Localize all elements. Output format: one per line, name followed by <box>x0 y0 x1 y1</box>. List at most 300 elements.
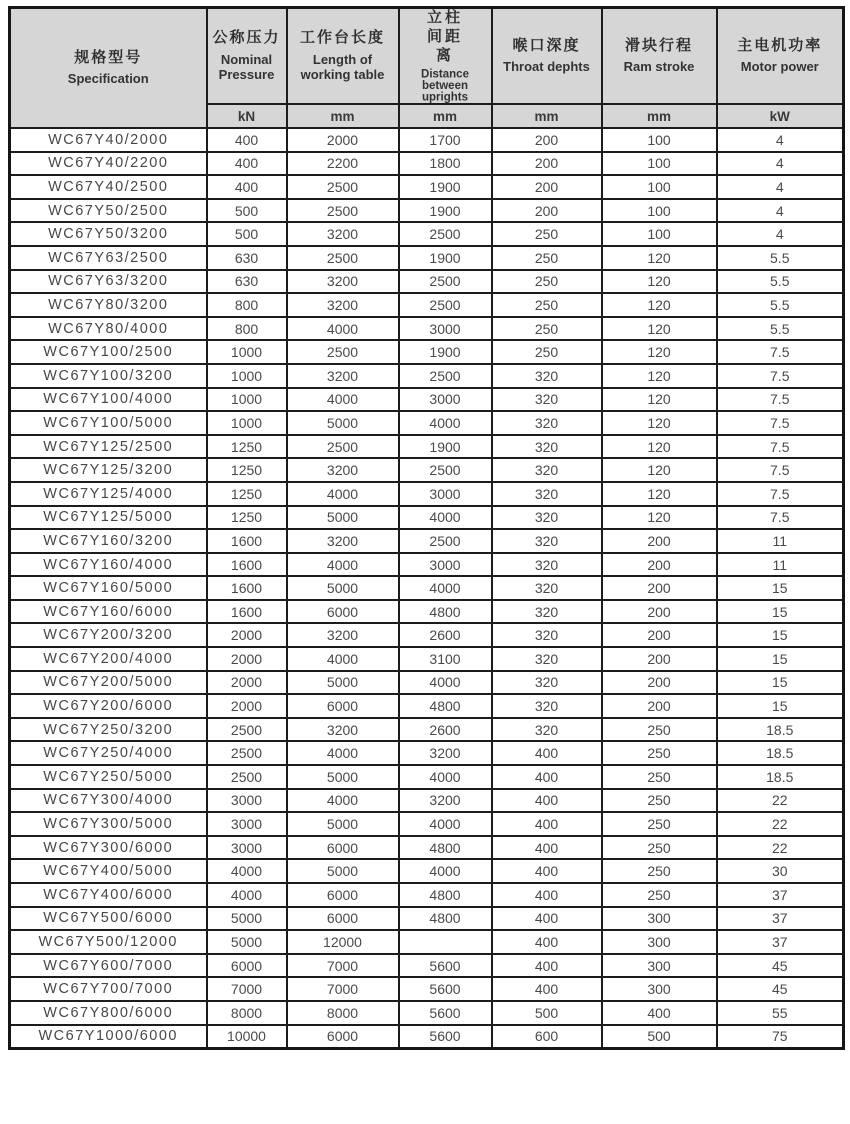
value-cell: 2000 <box>207 694 287 718</box>
value-cell: 120 <box>602 411 717 435</box>
value-cell: 8000 <box>287 1001 399 1025</box>
value-cell: 3200 <box>287 529 399 553</box>
value-cell: 1800 <box>399 152 492 176</box>
value-cell: 7.5 <box>717 364 844 388</box>
table-row <box>10 741 844 765</box>
value-cell: 200 <box>602 529 717 553</box>
value-cell: 250 <box>602 836 717 860</box>
spec-model-cell: WC67Y400/6000 <box>10 883 207 907</box>
spec-model-cell: WC67Y125/2500 <box>10 435 207 459</box>
value-cell: 2500 <box>287 340 399 364</box>
spec-model-cell: WC67Y125/3200 <box>10 458 207 482</box>
value-cell: 2500 <box>287 435 399 459</box>
value-cell: 4000 <box>287 553 399 577</box>
unit-table-length: mm <box>287 104 399 128</box>
value-cell: 15 <box>717 623 844 647</box>
value-cell: 6000 <box>287 694 399 718</box>
value-cell: 18.5 <box>717 718 844 742</box>
value-cell: 4000 <box>399 812 492 836</box>
spec-model-cell: WC67Y50/3200 <box>10 222 207 246</box>
value-cell: 400 <box>492 859 602 883</box>
value-cell: 4800 <box>399 883 492 907</box>
value-cell: 250 <box>602 883 717 907</box>
spec-model-cell: WC67Y100/2500 <box>10 340 207 364</box>
table-row <box>10 246 844 270</box>
spec-model-cell: WC67Y80/3200 <box>10 293 207 317</box>
value-cell: 250 <box>602 765 717 789</box>
table-row <box>10 340 844 364</box>
value-cell: 4 <box>717 128 844 152</box>
value-cell: 320 <box>492 435 602 459</box>
header-uprights-distance <box>399 8 492 105</box>
value-cell: 200 <box>602 623 717 647</box>
value-cell: 300 <box>602 907 717 931</box>
header-specification <box>10 8 207 129</box>
value-cell: 200 <box>492 128 602 152</box>
value-cell: 11 <box>717 529 844 553</box>
value-cell: 2500 <box>207 741 287 765</box>
unit-uprights-distance: mm <box>399 104 492 128</box>
value-cell: 400 <box>492 907 602 931</box>
spec-model-cell: WC67Y40/2000 <box>10 128 207 152</box>
header-motor-power <box>717 8 844 105</box>
table-row <box>10 529 844 553</box>
value-cell: 200 <box>492 152 602 176</box>
value-cell: 320 <box>492 364 602 388</box>
spec-model-cell: WC67Y700/7000 <box>10 977 207 1001</box>
table-row <box>10 128 844 152</box>
value-cell: 320 <box>492 623 602 647</box>
value-cell: 320 <box>492 671 602 695</box>
value-cell: 1250 <box>207 435 287 459</box>
table-row <box>10 1025 844 1049</box>
value-cell: 200 <box>602 647 717 671</box>
value-cell: 320 <box>492 553 602 577</box>
value-cell: 5000 <box>287 411 399 435</box>
header-title-row <box>10 8 844 105</box>
value-cell: 5.5 <box>717 317 844 341</box>
spec-model-cell: WC67Y160/3200 <box>10 529 207 553</box>
value-cell: 10000 <box>207 1025 287 1049</box>
value-cell: 320 <box>492 529 602 553</box>
value-cell: 250 <box>492 246 602 270</box>
value-cell: 2200 <box>287 152 399 176</box>
value-cell: 7000 <box>287 977 399 1001</box>
value-cell: 1600 <box>207 576 287 600</box>
spec-model-cell: WC67Y63/3200 <box>10 270 207 294</box>
spec-model-cell: WC67Y300/5000 <box>10 812 207 836</box>
value-cell: 1700 <box>399 128 492 152</box>
value-cell <box>399 930 492 954</box>
value-cell: 15 <box>717 671 844 695</box>
table-row <box>10 623 844 647</box>
spec-model-cell: WC67Y600/7000 <box>10 954 207 978</box>
value-cell: 22 <box>717 812 844 836</box>
value-cell: 7.5 <box>717 411 844 435</box>
value-cell: 75 <box>717 1025 844 1049</box>
header-ram-stroke-en: Ram stroke <box>623 59 695 75</box>
spec-model-cell: WC67Y250/4000 <box>10 741 207 765</box>
table-row <box>10 293 844 317</box>
header-uprights-distance-en: Distance between uprights <box>421 68 469 104</box>
value-cell: 1900 <box>399 246 492 270</box>
table-row <box>10 812 844 836</box>
value-cell: 2500 <box>287 175 399 199</box>
header-specification-en: Specification <box>67 71 149 87</box>
value-cell: 400 <box>602 1001 717 1025</box>
value-cell: 2000 <box>207 671 287 695</box>
value-cell: 4000 <box>287 789 399 813</box>
spec-model-cell: WC67Y160/6000 <box>10 600 207 624</box>
value-cell: 320 <box>492 388 602 412</box>
spec-model-cell: WC67Y100/5000 <box>10 411 207 435</box>
value-cell: 1600 <box>207 553 287 577</box>
value-cell: 320 <box>492 482 602 506</box>
value-cell: 2500 <box>399 293 492 317</box>
value-cell: 200 <box>602 600 717 624</box>
value-cell: 3200 <box>287 222 399 246</box>
spec-model-cell: WC67Y200/5000 <box>10 671 207 695</box>
value-cell: 5000 <box>287 812 399 836</box>
value-cell: 4800 <box>399 600 492 624</box>
value-cell: 4000 <box>287 647 399 671</box>
header-table-length <box>287 8 399 105</box>
value-cell: 5000 <box>287 859 399 883</box>
value-cell: 55 <box>717 1001 844 1025</box>
spec-model-cell: WC67Y125/5000 <box>10 506 207 530</box>
value-cell: 320 <box>492 458 602 482</box>
value-cell: 6000 <box>287 600 399 624</box>
value-cell: 3200 <box>399 741 492 765</box>
value-cell: 3000 <box>207 812 287 836</box>
value-cell: 5.5 <box>717 246 844 270</box>
value-cell: 300 <box>602 930 717 954</box>
value-cell: 2500 <box>399 529 492 553</box>
spec-model-cell: WC67Y200/3200 <box>10 623 207 647</box>
value-cell: 400 <box>492 741 602 765</box>
value-cell: 1250 <box>207 482 287 506</box>
value-cell: 250 <box>602 718 717 742</box>
value-cell: 400 <box>207 128 287 152</box>
header-throat-depth <box>492 8 602 105</box>
value-cell: 2500 <box>399 270 492 294</box>
table-row <box>10 647 844 671</box>
value-cell: 5000 <box>287 506 399 530</box>
value-cell: 4000 <box>399 671 492 695</box>
value-cell: 37 <box>717 883 844 907</box>
value-cell: 1900 <box>399 175 492 199</box>
value-cell: 6000 <box>287 883 399 907</box>
value-cell: 100 <box>602 128 717 152</box>
value-cell: 250 <box>492 293 602 317</box>
value-cell: 320 <box>492 411 602 435</box>
value-cell: 3200 <box>287 458 399 482</box>
value-cell: 400 <box>207 175 287 199</box>
value-cell: 120 <box>602 435 717 459</box>
table-row <box>10 600 844 624</box>
value-cell: 250 <box>492 317 602 341</box>
value-cell: 500 <box>207 222 287 246</box>
value-cell: 400 <box>492 812 602 836</box>
value-cell: 4000 <box>207 859 287 883</box>
header-table-length-en: Length of working table <box>300 51 385 82</box>
spec-model-cell: WC67Y300/6000 <box>10 836 207 860</box>
value-cell: 320 <box>492 506 602 530</box>
spec-model-cell: WC67Y250/3200 <box>10 718 207 742</box>
value-cell: 200 <box>602 553 717 577</box>
value-cell: 320 <box>492 718 602 742</box>
spec-model-cell: WC67Y500/12000 <box>10 930 207 954</box>
value-cell: 2500 <box>207 765 287 789</box>
value-cell: 4800 <box>399 836 492 860</box>
value-cell: 3000 <box>399 553 492 577</box>
value-cell: 11 <box>717 553 844 577</box>
value-cell: 200 <box>602 694 717 718</box>
spec-model-cell: WC67Y200/4000 <box>10 647 207 671</box>
spec-model-cell: WC67Y50/2500 <box>10 199 207 223</box>
value-cell: 2500 <box>207 718 287 742</box>
value-cell: 3200 <box>287 270 399 294</box>
value-cell: 200 <box>492 199 602 223</box>
table-row <box>10 270 844 294</box>
value-cell: 400 <box>207 152 287 176</box>
spec-model-cell: WC67Y1000/6000 <box>10 1025 207 1049</box>
table-row <box>10 671 844 695</box>
value-cell: 400 <box>492 765 602 789</box>
value-cell: 3000 <box>207 789 287 813</box>
value-cell: 5000 <box>207 930 287 954</box>
value-cell: 4000 <box>207 883 287 907</box>
value-cell: 4000 <box>287 482 399 506</box>
value-cell: 2500 <box>287 246 399 270</box>
value-cell: 4000 <box>399 506 492 530</box>
value-cell: 4 <box>717 175 844 199</box>
value-cell: 120 <box>602 506 717 530</box>
value-cell: 200 <box>602 576 717 600</box>
header-nominal-pressure-zh: 公称压力 <box>212 29 281 47</box>
value-cell: 120 <box>602 388 717 412</box>
header-motor-power-en: Motor power <box>740 59 819 75</box>
value-cell: 5000 <box>287 671 399 695</box>
value-cell: 3200 <box>287 623 399 647</box>
value-cell: 30 <box>717 859 844 883</box>
value-cell: 5600 <box>399 954 492 978</box>
spec-model-cell: WC67Y125/4000 <box>10 482 207 506</box>
header-throat-depth-en: Throat dephts <box>503 59 590 75</box>
table-row <box>10 458 844 482</box>
value-cell: 7000 <box>287 954 399 978</box>
value-cell: 5000 <box>287 765 399 789</box>
value-cell: 1900 <box>399 199 492 223</box>
value-cell: 320 <box>492 647 602 671</box>
spec-model-cell: WC67Y40/2500 <box>10 175 207 199</box>
value-cell: 100 <box>602 199 717 223</box>
value-cell: 4000 <box>399 765 492 789</box>
value-cell: 400 <box>492 954 602 978</box>
value-cell: 500 <box>492 1001 602 1025</box>
value-cell: 200 <box>492 175 602 199</box>
table-row <box>10 435 844 459</box>
value-cell: 200 <box>602 671 717 695</box>
header-table-length-zh: 工作台长度 <box>299 29 385 47</box>
value-cell: 2000 <box>207 647 287 671</box>
table-row <box>10 506 844 530</box>
value-cell: 400 <box>492 836 602 860</box>
value-cell: 3100 <box>399 647 492 671</box>
value-cell: 5.5 <box>717 270 844 294</box>
unit-motor-power: kW <box>717 104 844 128</box>
spec-model-cell: WC67Y300/4000 <box>10 789 207 813</box>
value-cell: 5600 <box>399 977 492 1001</box>
value-cell: 18.5 <box>717 741 844 765</box>
value-cell: 7.5 <box>717 388 844 412</box>
value-cell: 800 <box>207 317 287 341</box>
value-cell: 1600 <box>207 529 287 553</box>
value-cell: 1250 <box>207 458 287 482</box>
value-cell: 15 <box>717 647 844 671</box>
value-cell: 15 <box>717 600 844 624</box>
value-cell: 400 <box>492 930 602 954</box>
value-cell: 1900 <box>399 435 492 459</box>
table-row <box>10 199 844 223</box>
value-cell: 4 <box>717 222 844 246</box>
table-row <box>10 883 844 907</box>
value-cell: 250 <box>602 859 717 883</box>
value-cell: 2600 <box>399 623 492 647</box>
value-cell: 500 <box>602 1025 717 1049</box>
value-cell: 5600 <box>399 1025 492 1049</box>
table-row <box>10 930 844 954</box>
value-cell: 400 <box>492 977 602 1001</box>
spec-model-cell: WC67Y500/6000 <box>10 907 207 931</box>
table-row <box>10 789 844 813</box>
header-ram-stroke-zh: 滑块行程 <box>624 36 693 54</box>
spec-model-cell: WC67Y160/4000 <box>10 553 207 577</box>
header-uprights-distance-zh: 立柱间距离 <box>426 9 463 64</box>
value-cell: 3000 <box>399 317 492 341</box>
table-row <box>10 152 844 176</box>
table-row <box>10 482 844 506</box>
value-cell: 6000 <box>287 1025 399 1049</box>
value-cell: 37 <box>717 930 844 954</box>
value-cell: 2500 <box>399 222 492 246</box>
spec-model-cell: WC67Y200/6000 <box>10 694 207 718</box>
value-cell: 600 <box>492 1025 602 1049</box>
value-cell: 8000 <box>207 1001 287 1025</box>
value-cell: 5.5 <box>717 293 844 317</box>
value-cell: 630 <box>207 270 287 294</box>
value-cell: 120 <box>602 246 717 270</box>
value-cell: 250 <box>492 270 602 294</box>
value-cell: 2500 <box>399 458 492 482</box>
value-cell: 12000 <box>287 930 399 954</box>
value-cell: 4000 <box>287 741 399 765</box>
table-row <box>10 1001 844 1025</box>
value-cell: 120 <box>602 293 717 317</box>
value-cell: 500 <box>207 199 287 223</box>
value-cell: 3000 <box>399 388 492 412</box>
value-cell: 6000 <box>207 954 287 978</box>
value-cell: 3000 <box>399 482 492 506</box>
value-cell: 6000 <box>287 836 399 860</box>
value-cell: 22 <box>717 836 844 860</box>
table-row <box>10 317 844 341</box>
spec-model-cell: WC67Y800/6000 <box>10 1001 207 1025</box>
spec-model-cell: WC67Y80/4000 <box>10 317 207 341</box>
value-cell: 4000 <box>287 317 399 341</box>
value-cell: 3200 <box>287 718 399 742</box>
spec-model-cell: WC67Y40/2200 <box>10 152 207 176</box>
value-cell: 250 <box>492 222 602 246</box>
value-cell: 1000 <box>207 388 287 412</box>
table-row <box>10 954 844 978</box>
value-cell: 1900 <box>399 340 492 364</box>
value-cell: 6000 <box>287 907 399 931</box>
value-cell: 3000 <box>207 836 287 860</box>
value-cell: 120 <box>602 270 717 294</box>
header-nominal-pressure <box>207 8 287 105</box>
value-cell: 250 <box>602 789 717 813</box>
spec-model-cell: WC67Y160/5000 <box>10 576 207 600</box>
value-cell: 18.5 <box>717 765 844 789</box>
value-cell: 7000 <box>207 977 287 1001</box>
table-row <box>10 576 844 600</box>
value-cell: 15 <box>717 694 844 718</box>
value-cell: 5600 <box>399 1001 492 1025</box>
header-ram-stroke <box>602 8 717 105</box>
specification-table <box>8 6 845 1050</box>
table-row <box>10 836 844 860</box>
value-cell: 100 <box>602 152 717 176</box>
value-cell: 300 <box>602 977 717 1001</box>
value-cell: 7.5 <box>717 506 844 530</box>
spec-table-body <box>10 128 844 1049</box>
table-row <box>10 907 844 931</box>
value-cell: 7.5 <box>717 340 844 364</box>
value-cell: 120 <box>602 482 717 506</box>
table-header <box>10 8 844 129</box>
spec-model-cell: WC67Y63/2500 <box>10 246 207 270</box>
spec-model-cell: WC67Y100/3200 <box>10 364 207 388</box>
value-cell: 120 <box>602 458 717 482</box>
value-cell: 1000 <box>207 411 287 435</box>
value-cell: 2000 <box>207 623 287 647</box>
value-cell: 1000 <box>207 340 287 364</box>
value-cell: 3200 <box>399 789 492 813</box>
value-cell: 3200 <box>287 364 399 388</box>
value-cell: 37 <box>717 907 844 931</box>
value-cell: 4 <box>717 199 844 223</box>
value-cell: 1000 <box>207 364 287 388</box>
value-cell: 2000 <box>287 128 399 152</box>
table-row <box>10 175 844 199</box>
header-nominal-pressure-en: Nominal Pressure <box>218 51 275 82</box>
table-row <box>10 411 844 435</box>
value-cell: 120 <box>602 317 717 341</box>
value-cell: 320 <box>492 600 602 624</box>
value-cell: 320 <box>492 694 602 718</box>
value-cell: 100 <box>602 175 717 199</box>
table-row <box>10 765 844 789</box>
value-cell: 5000 <box>207 907 287 931</box>
value-cell: 4000 <box>399 576 492 600</box>
value-cell: 4800 <box>399 907 492 931</box>
value-cell: 2500 <box>399 364 492 388</box>
table-row <box>10 222 844 246</box>
value-cell: 320 <box>492 576 602 600</box>
table-row <box>10 977 844 1001</box>
value-cell: 400 <box>492 883 602 907</box>
